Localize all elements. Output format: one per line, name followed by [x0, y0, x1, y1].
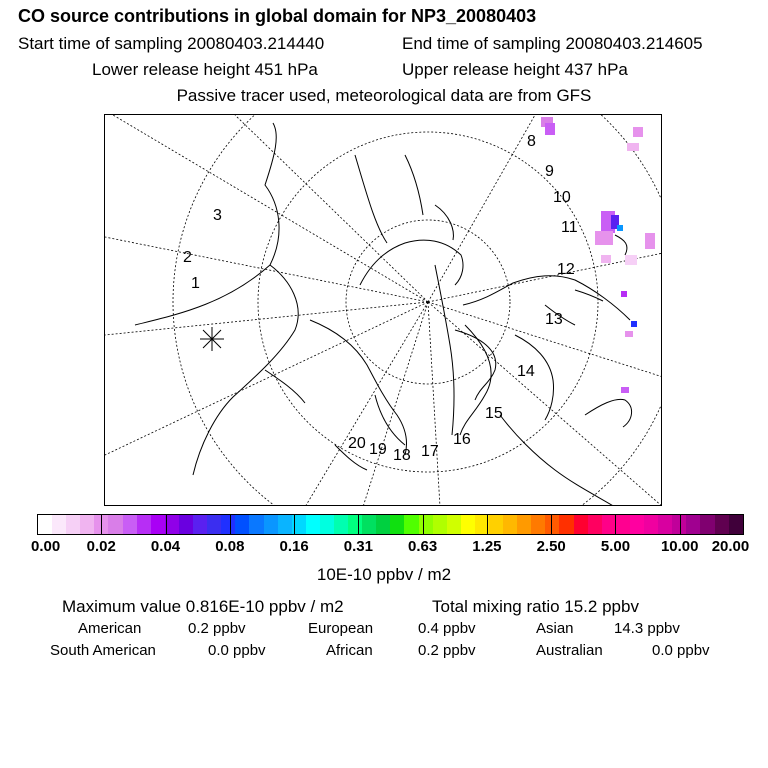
- colorbar-tick-line: [423, 514, 424, 535]
- day-label: 11: [561, 219, 578, 236]
- colorbar-tick-line: [551, 514, 552, 535]
- region-name: Australian: [536, 642, 603, 659]
- total-mixing-ratio: Total mixing ratio 15.2 ppbv: [432, 597, 639, 616]
- colorbar: [37, 514, 744, 535]
- colorbar-swatch: [616, 515, 630, 534]
- colorbar-swatch: [559, 515, 573, 534]
- colorbar-swatch: [320, 515, 334, 534]
- region-name: African: [326, 642, 373, 659]
- colorbar-swatch: [66, 515, 80, 534]
- colorbar-tick-label: 0.04: [150, 538, 181, 555]
- colorbar-swatch: [729, 515, 743, 534]
- region-value: 14.3 ppbv: [614, 620, 680, 637]
- region-name: Asian: [536, 620, 574, 637]
- colorbar-swatch: [264, 515, 278, 534]
- colorbar-swatch: [52, 515, 66, 534]
- colorbar-swatch: [574, 515, 588, 534]
- colorbar-swatch: [658, 515, 672, 534]
- region-name: European: [308, 620, 374, 637]
- colorbar-swatch: [715, 515, 729, 534]
- colorbar-units: 10E-10 ppbv / m2: [316, 565, 452, 584]
- day-label: 20: [348, 435, 366, 452]
- colorbar-swatch: [686, 515, 700, 534]
- day-label: 1: [191, 275, 200, 292]
- colorbar-swatch: [447, 515, 461, 534]
- colorbar-swatch: [644, 515, 658, 534]
- colorbar-swatch: [38, 515, 52, 534]
- colorbar-swatch: [137, 515, 151, 534]
- colorbar-swatch: [235, 515, 249, 534]
- start-time: Start time of sampling 20080403.214440: [18, 34, 325, 53]
- region-value: 0.0 ppbv: [652, 642, 710, 659]
- end-time: End time of sampling 20080403.214605: [402, 34, 703, 53]
- colorbar-swatch: [700, 515, 714, 534]
- day-label: 9: [545, 163, 554, 180]
- colorbar-swatch: [545, 515, 559, 534]
- colorbar-swatch: [278, 515, 292, 534]
- colorbar-swatch: [404, 515, 418, 534]
- day-label: 12: [557, 261, 575, 278]
- colorbar-swatch: [503, 515, 517, 534]
- colorbar-swatch: [108, 515, 122, 534]
- colorbar-tick-line: [615, 514, 616, 535]
- colorbar-swatch: [207, 515, 221, 534]
- colorbar-tick-label: 0.08: [215, 538, 245, 555]
- colorbar-swatch: [306, 515, 320, 534]
- colorbar-tick-label: 0.16: [279, 538, 309, 555]
- colorbar-swatch: [165, 515, 179, 534]
- colorbar-tick-label: 20.00: [711, 538, 750, 555]
- day-label: 10: [553, 189, 571, 206]
- colorbar-swatch: [362, 515, 376, 534]
- region-value: 0.4 ppbv: [418, 620, 476, 637]
- colorbar-swatch: [531, 515, 545, 534]
- colorbar-swatch: [630, 515, 644, 534]
- upper-release-height: Upper release height 437 hPa: [402, 60, 628, 79]
- colorbar-tick-label: 5.00: [600, 538, 631, 555]
- day-label: 17: [421, 443, 439, 460]
- day-label: 3: [213, 207, 222, 224]
- colorbar-swatch: [376, 515, 390, 534]
- colorbar-tick-line: [166, 514, 167, 535]
- colorbar-tick-label: 0.02: [86, 538, 116, 555]
- colorbar-tick-line: [294, 514, 295, 535]
- colorbar-tick-line: [680, 514, 681, 535]
- colorbar-swatch: [80, 515, 94, 534]
- colorbar-swatch: [193, 515, 207, 534]
- colorbar-tick-line: [230, 514, 231, 535]
- tracer-note: Passive tracer used, meteorological data are from GFS: [176, 86, 592, 105]
- colorbar-tick-label: 1.25: [472, 538, 502, 555]
- region-name: American: [78, 620, 142, 637]
- colorbar-tick-label: 10.00: [660, 538, 699, 555]
- colorbar-tick-label: 0.63: [408, 538, 438, 555]
- colorbar-tick-line: [101, 514, 102, 535]
- colorbar-tick-label: 0.31: [343, 538, 373, 555]
- region-value: 0.2 ppbv: [418, 642, 476, 659]
- colorbar-swatch: [179, 515, 193, 534]
- colorbar-tick-label: 0.00: [31, 538, 61, 555]
- colorbar-swatch: [419, 515, 433, 534]
- day-label: 14: [517, 363, 535, 380]
- colorbar-tick-line: [487, 514, 488, 535]
- colorbar-swatch: [602, 515, 616, 534]
- maximum-value: Maximum value 0.816E-10 ppbv / m2: [62, 597, 344, 616]
- colorbar-swatch: [249, 515, 263, 534]
- day-label: 15: [485, 405, 503, 422]
- colorbar-swatch: [433, 515, 447, 534]
- day-label: 13: [545, 311, 563, 328]
- day-label: 8: [527, 133, 536, 150]
- colorbar-tick-label: 2.50: [536, 538, 566, 555]
- colorbar-swatch: [390, 515, 404, 534]
- asterisk-marker: [200, 327, 224, 351]
- colorbar-swatch: [489, 515, 503, 534]
- polar-map: [104, 114, 662, 506]
- day-label: 2: [183, 249, 192, 266]
- region-name: South American: [50, 642, 156, 659]
- day-label: 18: [393, 447, 411, 464]
- colorbar-swatch: [517, 515, 531, 534]
- colorbar-swatch: [123, 515, 137, 534]
- colorbar-swatch: [221, 515, 235, 534]
- colorbar-swatch: [151, 515, 165, 534]
- colorbar-swatch: [461, 515, 475, 534]
- day-label: 19: [369, 441, 387, 458]
- lower-release-height: Lower release height 451 hPa: [92, 60, 318, 79]
- region-value: 0.0 ppbv: [208, 642, 266, 659]
- colorbar-tick-line: [358, 514, 359, 535]
- region-value: 0.2 ppbv: [188, 620, 246, 637]
- colorbar-swatch: [334, 515, 348, 534]
- plot-title: CO source contributions in global domain for NP3_20080403: [18, 6, 537, 26]
- day-label: 16: [453, 431, 471, 448]
- colorbar-swatch: [588, 515, 602, 534]
- colorbar-swatch: [348, 515, 362, 534]
